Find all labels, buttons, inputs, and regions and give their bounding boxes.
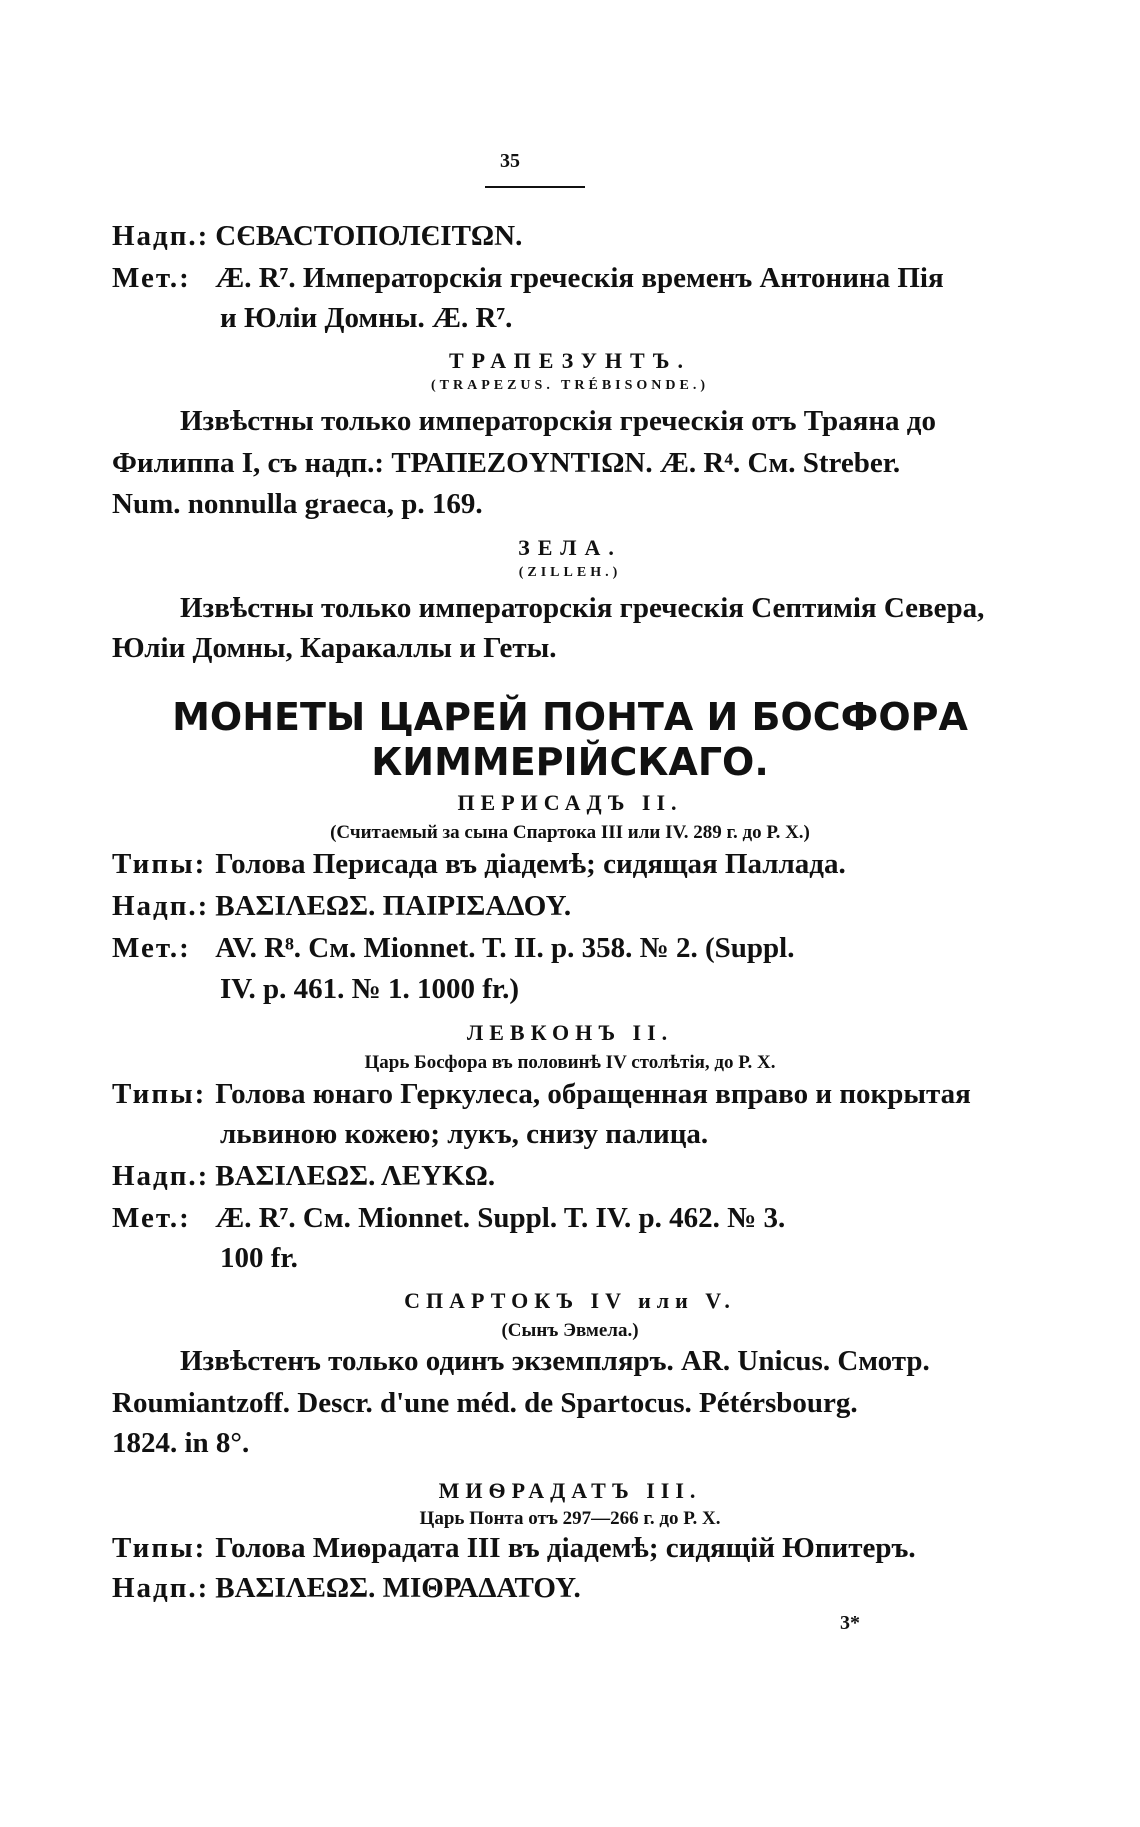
subheading-zela: (ZILLEH.)	[518, 565, 622, 580]
metal-label: Мет.:	[112, 932, 191, 964]
ruler-heading: ЛЕВКОНЪ II.	[466, 1020, 674, 1045]
ruler-heading: СПАРТОКЪ IV или V.	[404, 1288, 736, 1313]
metal-line-continued	[112, 302, 512, 335]
subheading-trapezunt: (TRAPEZUS. TRÉBISONDE.)	[430, 378, 710, 393]
inscription-text: ΒΑΣΙΛΕΩΣ. ΠΑΙΡΙΣΑΔΟΥ.	[215, 890, 572, 922]
section-title-2: КИММЕРІЙСКАГО.	[371, 740, 769, 784]
metal-line	[112, 262, 944, 295]
inscription-text: ΒΑΣΙΛΕΩΣ. ΛΕΥΚΩ.	[215, 1160, 496, 1192]
types-text: Голова Миѳрадата III въ діадемѣ; сидящій Юпитеръ.	[215, 1532, 916, 1564]
paragraph-line: Извѣстенъ только одинъ экземпляръ. AR. Unicus. Смотр.	[180, 1345, 930, 1377]
metal-line-continued	[112, 973, 519, 1006]
metal-text-2: 100 fr.	[220, 1242, 298, 1274]
inscription-line	[112, 1160, 495, 1193]
metal-text: Æ. R⁷. См. Mionnet. Suppl. T. IV. p. 462. № 3.	[215, 1202, 786, 1234]
metal-text-2: IV. p. 461. № 1. 1000 fr.)	[220, 973, 520, 1005]
types-text: Голова Перисада въ діадемѣ; сидящая Паллада.	[215, 848, 846, 880]
ruler-note: Царь Понта отъ 297—266 г. до Р. Х.	[419, 1508, 721, 1529]
ruler-note: Царь Босфора въ половинѣ IV столѣтія, до Р. Х.	[364, 1052, 776, 1073]
types-label: Типы:	[112, 1532, 207, 1564]
inscription-label: Надп.:	[112, 1572, 210, 1604]
inscription-line	[112, 1572, 581, 1605]
metal-line	[112, 932, 794, 965]
paragraph-line: 1824. in 8°.	[112, 1427, 250, 1459]
paragraph-line: Roumiantzoff. Descr. d'une méd. de Spartocus. Pétérsbourg.	[112, 1387, 858, 1419]
types-label: Типы:	[112, 1078, 207, 1110]
heading-zela: ЗЕЛА.	[518, 535, 622, 560]
types-label: Типы:	[112, 848, 207, 880]
metal-line	[112, 1202, 785, 1235]
paragraph-line: Юліи Домны, Каракаллы и Геты.	[112, 632, 557, 664]
types-line	[112, 1532, 916, 1565]
ruler-note: (Считаемый за сына Спартока III или IV. 289 г. до Р. Х.)	[330, 822, 810, 843]
types-text-2: львиною кожею; лукъ, снизу палица.	[220, 1118, 709, 1150]
heading-trapezunt: ТРАПЕЗУНТЪ.	[448, 348, 692, 373]
page-number: 35	[500, 150, 520, 172]
signature-mark: 3*	[840, 1612, 860, 1634]
metal-line-continued	[112, 1242, 298, 1275]
paragraph-line: Num. nonnulla graeca, p. 169.	[112, 488, 483, 520]
types-line	[112, 848, 846, 881]
ruler-note: (Сынъ Эвмела.)	[501, 1320, 639, 1341]
header-rule	[485, 186, 585, 188]
metal-text: AV. R⁸. См. Mionnet. T. II. p. 358. № 2. (Suppl.	[215, 932, 795, 964]
inscription-label: Надп.:	[112, 1160, 210, 1192]
metal-label: Мет.:	[112, 262, 191, 294]
types-text: Голова юнаго Геркулеса, обращенная вправо и покрытая	[215, 1078, 971, 1110]
metal-label: Мет.:	[112, 1202, 191, 1234]
metal-text-2: и Юліи Домны. Æ. R⁷.	[220, 302, 513, 334]
inscription-label: Надп.:	[112, 890, 210, 922]
metal-text: Æ. R⁷. Императорскія греческія временъ Антонина Пія	[215, 262, 944, 294]
paragraph-line: Извѣстны только императорскія греческія Септимія Севера,	[180, 592, 985, 624]
paragraph-line: Извѣстны только императорскія греческія отъ Траяна до	[180, 405, 936, 437]
types-line	[112, 1078, 971, 1111]
types-line-continued	[112, 1118, 708, 1151]
section-title: МОНЕТЫ ЦАРЕЙ ПОНТА И БОСФОРА	[172, 695, 968, 739]
inscription-line	[112, 890, 571, 923]
inscription-text: СЄВАСТОПОЛЄІТΩΝ.	[215, 220, 523, 252]
inscription-line	[112, 220, 522, 253]
paragraph-line: Филиппа I, съ надп.: ТРАПЕZОΥΝΤΙΩΝ. Æ. R⁴. См. Streber.	[112, 447, 901, 479]
ruler-heading: ПЕРИСАДЪ II.	[457, 790, 683, 815]
inscription-label: Надп.:	[112, 220, 210, 252]
inscription-text: ΒΑΣΙΛΕΩΣ. ΜΙΘΡΑΔΑΤΟΥ.	[215, 1572, 581, 1604]
ruler-heading: МИѲРАДАТЪ III.	[438, 1478, 702, 1503]
